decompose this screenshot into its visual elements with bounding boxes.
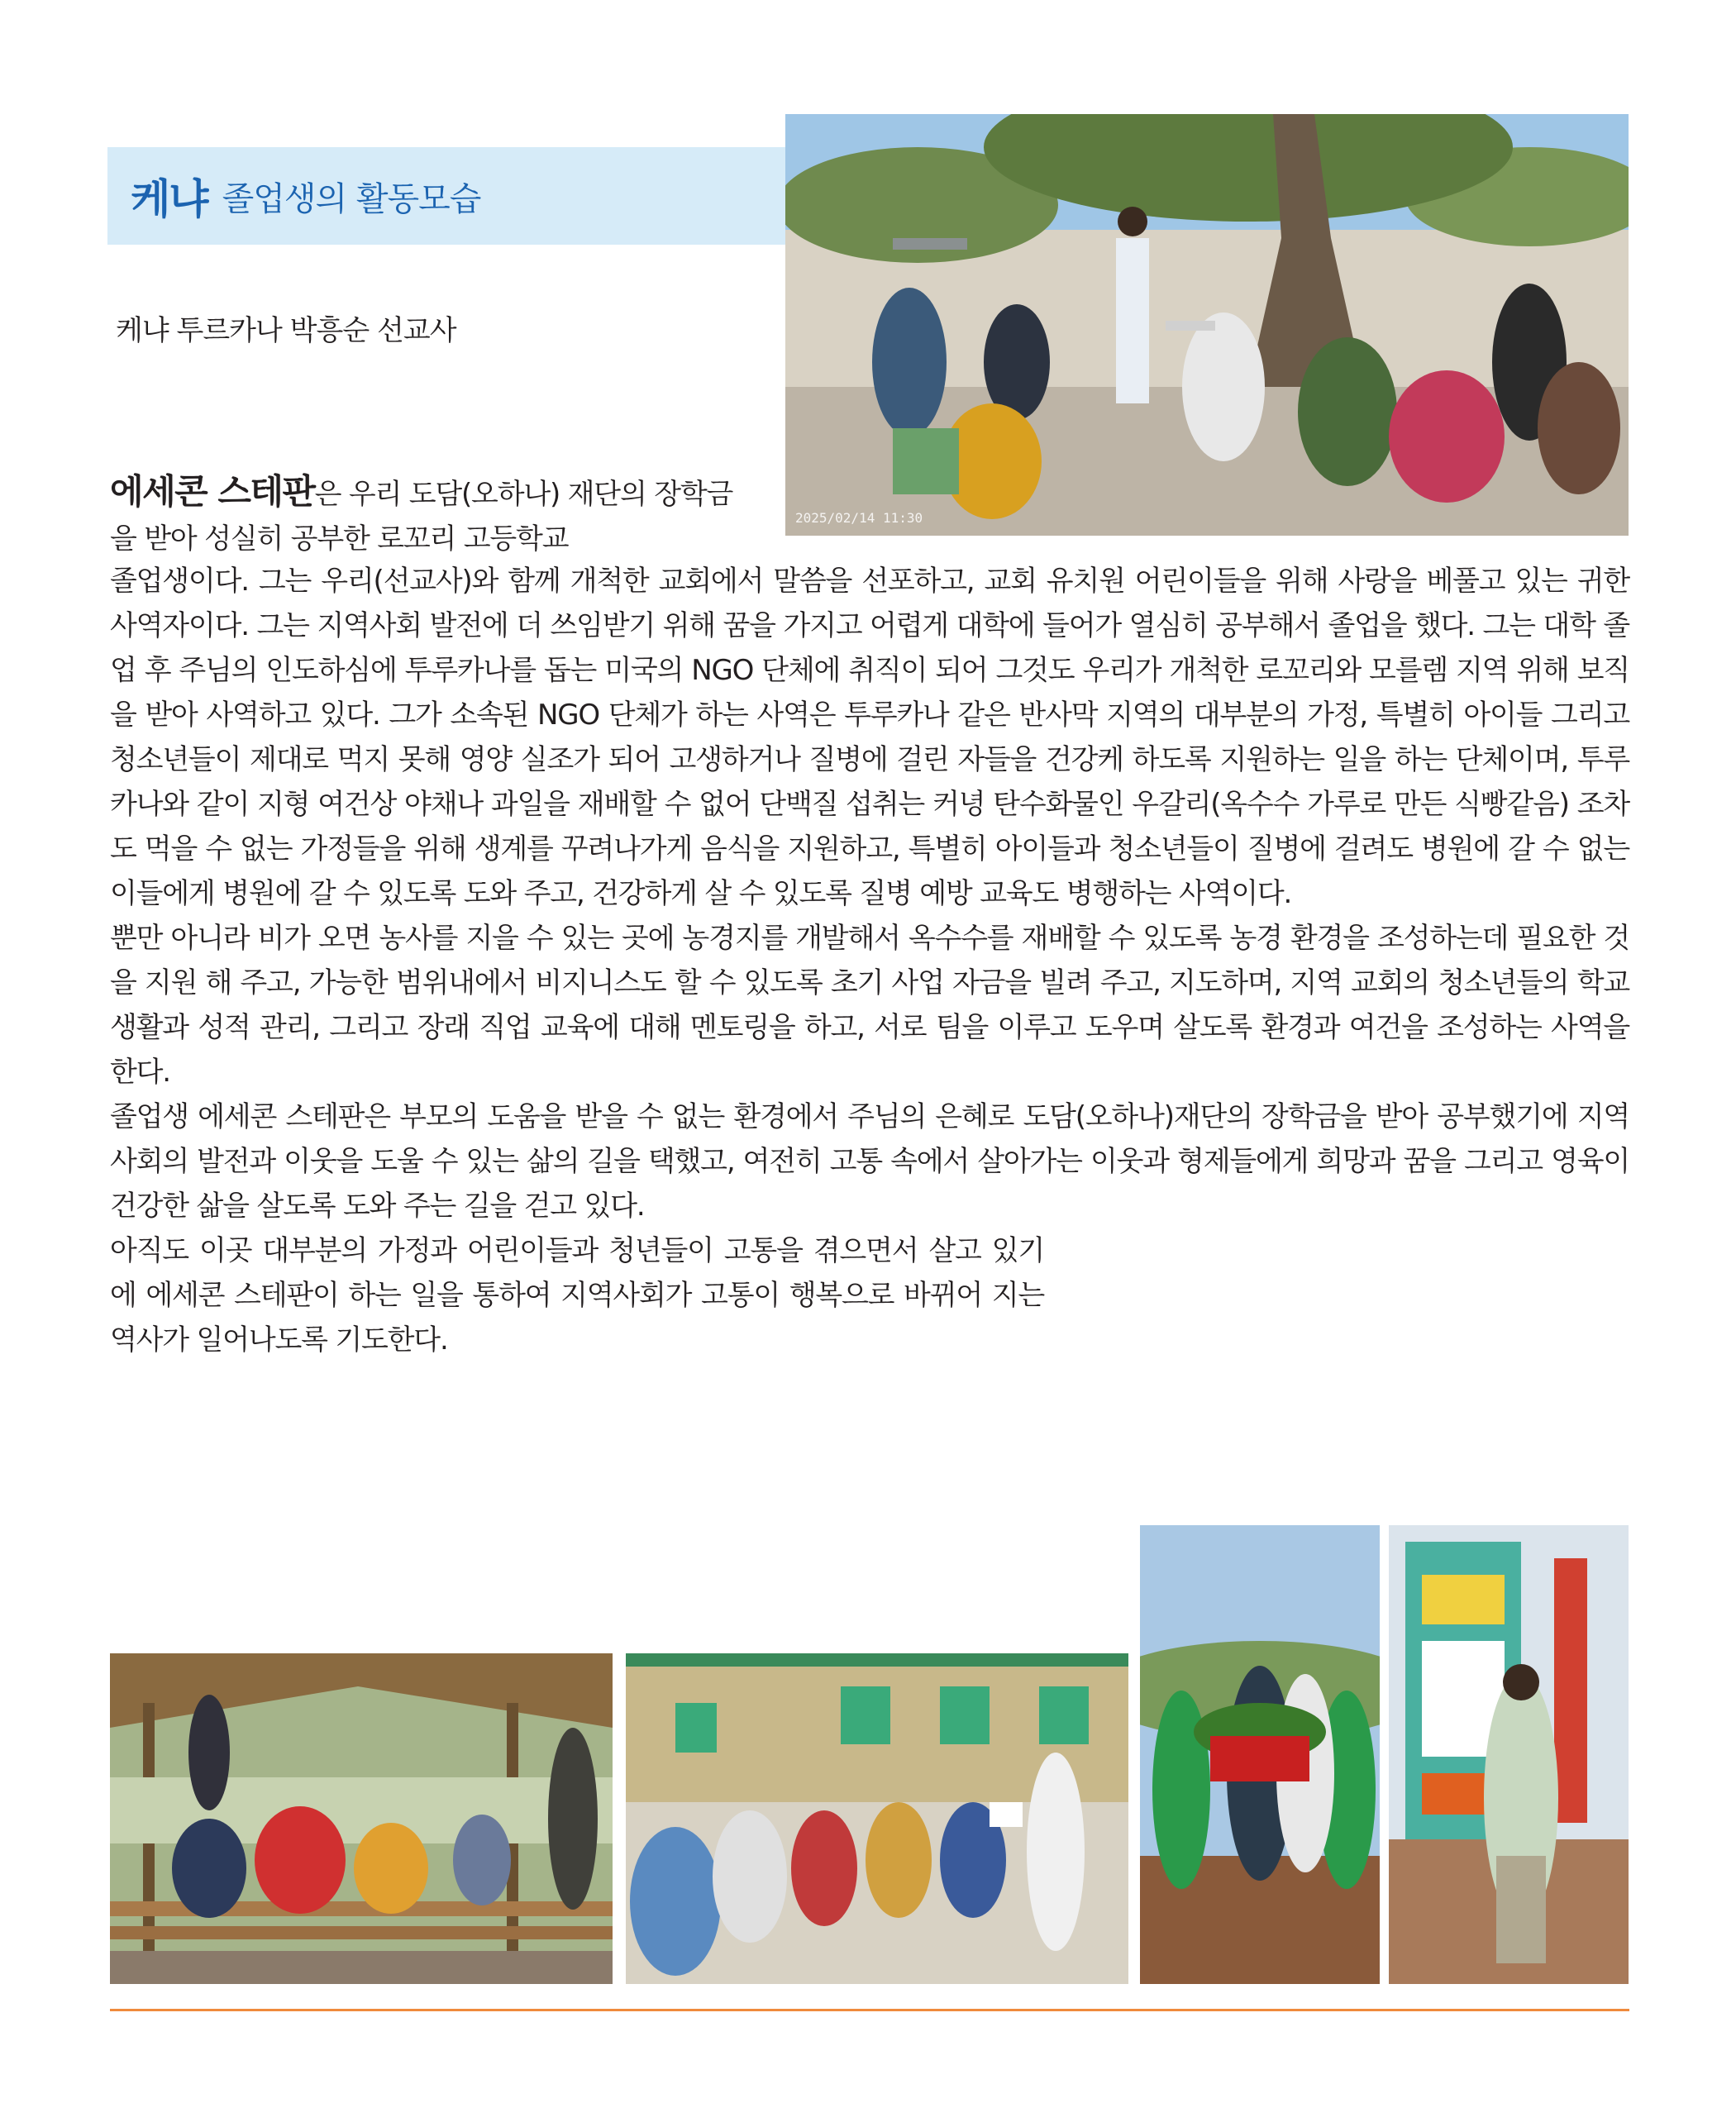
footer-divider <box>110 2009 1629 2011</box>
title-subtitle: 졸업생의 활동모습 <box>222 179 481 218</box>
article-body <box>110 559 1629 1362</box>
intro-rest: 은 우리 도담(오하나) 재단의 장학금을 받아 성실히 공부한 로꼬리 고등학교 <box>110 478 733 556</box>
body-paragraph-1: 졸업생이다. 그는 우리(선교사)와 함께 개척한 교회에서 말씀을 선포하고, 교회 유치원 어린이들을 위해 사랑을 베풀고 있는 귀한 사역자이다. 그는 지역사회 발전에 더 쓰임받기 위해 꿈을 가지고 어렵게 대학에 들어가 열심히 공부해서 졸업을 했다. 그는 대학 졸업 후 주님의 인도하심에 투루카나를 돕는 미국의 NGO 단체에 취직이 되어 그것도 우리가 개척한 로꼬리와 모를렘 지역 위해 보직을 받아 사역하고 있다. 그가 소속된 NGO 단체가 하는 사역은 투루카나 같은 반사막 지역의 대부분의 가정, 특별히 아이들 그리고 청소년들이 제대로 먹지 못해 영양 실조가 되어 고생하거나 질병에 걸린 자들을 건강케 하도록 지원하는 일을 하는 단체이며, 투루카나와 같이 지형 여건상 야채나 과일을 재배할 수 없어 단백질 섭취는 커녕 탄수화물인 우갈리(옥수수 가루로 만든 식빵같음) 조차도 먹을 수 없는 가정들을 위해 생계를 꾸려나가게 음식을 지원하고, 특별히 아이들과 청소년들이 질병에 걸려도 병원에 갈 수 없는 이들에게 병원에 갈 수 있도록 도와 주고, 건강하게 살 수 있도록 질병 예방 교육도 병행하는 사역이다. <box>110 565 1629 910</box>
body-paragraph-4: 아직도 이곳 대부분의 가정과 어린이들과 청년들이 고통을 겪으면서 살고 있기에 에세콘 스테판이 하는 일을 통하여 지역사회가 고통이 행복으로 바뀌어 지는 역사가 일어나도록 기도한다. <box>110 1234 1044 1357</box>
intro-lead-name: 에세콘 스테판 <box>110 471 315 512</box>
author-byline: 케냐 투르카나 박흥순 선교사 <box>116 314 456 347</box>
photo-conference-banner <box>1389 1525 1629 1984</box>
photo-pavilion-meeting <box>110 1653 613 1984</box>
body-paragraph-3: 졸업생 에세콘 스테판은 부모의 도움을 받을 수 없는 환경에서 주님의 은혜로 도담(오하나)재단의 장학금을 받아 공부했기에 지역 사회의 발전과 이웃을 도울 수 있는 삶의 길을 택했고, 여전히 고통 속에서 살아가는 이웃과 형제들에게 희망과 꿈을 그리고 영육이 건강한 삶을 살도록 도와 주는 길을 걷고 있다. <box>110 1100 1629 1223</box>
body-paragraph-2: 뿐만 아니라 비가 오면 농사를 지을 수 있는 곳에 농경지를 개발해서 옥수수를 재배할 수 있도록 농경 환경을 조성하는데 필요한 것을 지원 해 주고, 가능한 범위내에서 비지니스도 할 수 있도록 초기 사업 자금을 빌려 주고, 지도하며, 지역 교회의 청소년들의 학교 생활과 성적 관리, 그리고 장래 직업 교육에 대해 멘토링을 하고, 서로 팀을 이루고 도우며 살도록 환경과 여건을 조성하는 사역을 한다. <box>110 922 1629 1089</box>
title-banner <box>107 147 785 245</box>
photo-classroom <box>626 1653 1128 1984</box>
title-country: 케냐 <box>131 175 207 223</box>
photo-gathering-under-tree <box>785 114 1629 536</box>
photo-seedlings <box>1140 1525 1380 1984</box>
photo-timestamp: 2025/02/14 11:30 <box>795 510 923 526</box>
intro-paragraph <box>110 470 755 561</box>
